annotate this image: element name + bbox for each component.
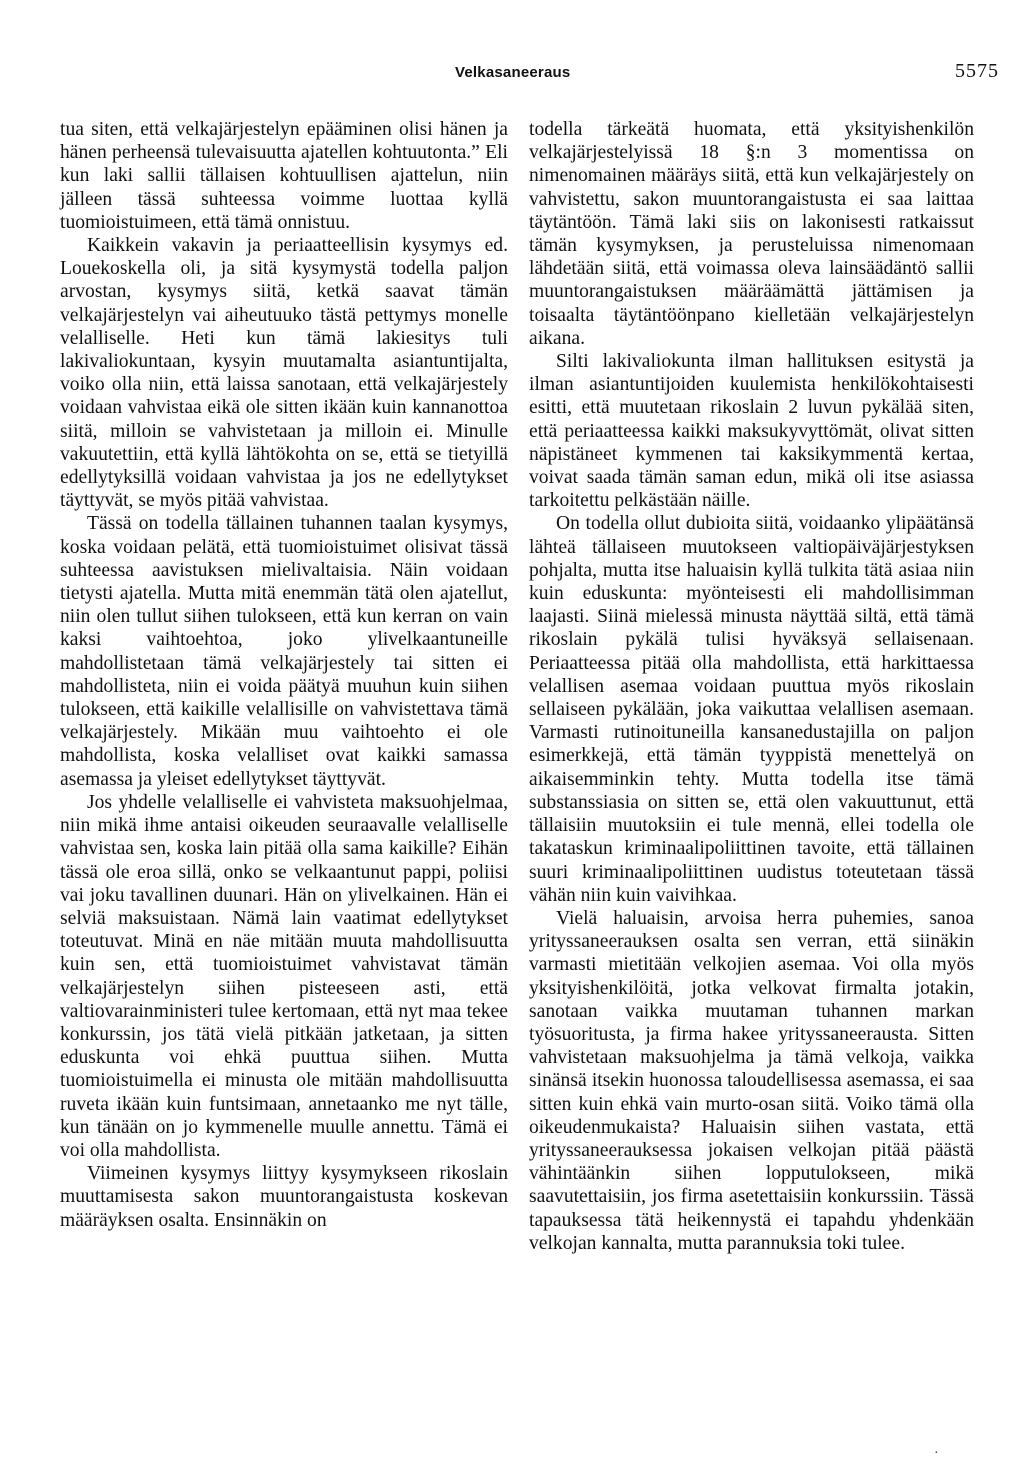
paragraph: Silti lakivaliokunta ilman hallituksen esitystä ja ilman asiantuntijoiden kuulemista henkilökohtaisesti esitti, että muutetaan rikoslain 2 luvun pykälää siten, että periaatteessa kaikki maksukyvyttömät, olivat sitten näpistäneet kymmenen tai kaksikymmentä kertaa, voivat saada tämän saman edun, mikä oli itse asiassa tarkoitettu pelkästään näille. xyxy=(529,351,974,512)
paragraph: Tässä on todella tällainen tuhannen taalan kysymys, koska voidaan pelätä, että tuomioistuimet olisivat tässä suhteessa aavistuksen mielivaltaisia. Näin voidaan tietysti ajatella. Mutta mitä enemmän tätä olen ajatellut, niin olen tullut siihen tulokseen, että kun kerran on vain kaksi vaihtoehtoa, joko ylivelkaantuneille mahdollistetaan tämä velkajärjestely tai sitten ei mahdollisteta, niin ei voida päätyä muuhun kuin siihen tulokseen, että kaikille velallisille on vahvistettava tämä velkajärjestely. Mikään muu vaihtoehto ei ole mahdollista, koska velalliset ovat kaikki samassa asemassa ja yleiset edellytykset täyttyvät. xyxy=(60,513,508,790)
paragraph: Viimeinen kysymys liittyy kysymykseen rikoslain muuttamisesta sakon muuntorangaistusta koskevan määräyksen osalta. Ensinnäkin on xyxy=(60,1163,508,1231)
right-column xyxy=(529,118,974,1255)
paragraph: tua siten, että velkajärjestelyn epääminen olisi hänen ja hänen perheensä tulevaisuutta ajatellen kohtuutonta.” Eli kun laki sallii tällaisen kohtuullisen ajattelun, niin jälleen tässä suhteessa voimme luottaa kyllä tuomioistuimeen, että tämä onnistuu. xyxy=(60,119,508,233)
page-number: 5575 xyxy=(955,60,999,82)
paragraph: Vielä haluaisin, arvoisa herra puhemies, sanoa yrityssaneerauksen osalta sen verran, että siinäkin varmasti mietitään velkojien asemaa. Voi olla myös yksityishenkilöitä, jotka velkovat firmalta jotakin, sanotaan vaikka muutaman tuhannen markan työsuoritusta, ja firma hakee yrityssaneerausta. Sitten vahvistetaan maksuohjelma ja tämä velkoja, vaikka sinänsä itsekin huonossa taloudellisessa asemassa, ei saa sitten kuin ehkä vain murto-osan siitä. Voiko tämä olla oikeudenmukaista? Haluaisin siihen vastata, että yrityssaneerauksessa jokaisen velkojan pitää päästä vähintäänkin siihen lopputulokseen, mikä saavutettaisiin, jos firma asetettaisiin konkurssiin. Tässä tapauksessa tätä heikennystä ei tapahdu yhdenkään velkojan kannalta, mutta parannuksia toki tulee. xyxy=(529,907,974,1254)
page-header-title: Velkasaneeraus xyxy=(455,64,571,81)
scan-mark: · xyxy=(934,1446,939,1461)
left-column xyxy=(60,118,508,1232)
paragraph: Kaikkein vakavin ja periaatteellisin kysymys ed. Louekoskella oli, ja sitä kysymystä todella paljon arvostan, kysymys siitä, ketkä saavat tämän velkajärjestelyn vai aiheutuuko tästä pettymys monelle velalliselle. Heti kun tämä lakiesitys tuli lakivaliokuntaan, kysyin muutamalta asiantuntijalta, voiko olla niin, että laissa sanotaan, että velkajärjestely voidaan vahvistaa eikä ole sitten ikään kuin kannanottoa siitä, milloin se vahvistetaan ja milloin ei. Minulle vakuutettiin, että kyllä lähtökohta on se, että se tietyillä edellytyksillä voidaan vahvistaa ja jos ne edellytykset täyttyvät, se myös pitää vahvistaa. xyxy=(60,235,508,512)
paragraph: Jos yhdelle velalliselle ei vahvisteta maksuohjelmaa, niin mikä ihme antaisi oikeuden seuraavalle velalliselle vahvistaa sen, koska lain pitää olla sama kaikille? Eihän tässä ole eroa sillä, onko se velkaantunut pappi, poliisi vai joku tavallinen duunari. Hän on ylivelkainen. Hän ei selviä maksuistaan. Nämä lain vaatimat edellytykset toteutuvat. Minä en näe mitään muuta mahdollisuutta kuin sen, että tuomioistuimet vahvistavat tämän velkajärjestelyn siihen pisteeseen asti, että valtiovarainministeri tulee kertomaan, että nyt maa tekee konkurssin, jos tätä vielä pitkään jatketaan, ja sitten eduskunta voi ehkä puuttua siihen. Mutta tuomioistuimella ei minusta ole mitään mahdollisuutta ruveta ikään kuin funtsimaan, annetaanko me nyt tälle, kun tänään on jo kymmenelle muulle annettu. Tämä ei voi olla mahdollista. xyxy=(60,791,508,1161)
paragraph: todella tärkeätä huomata, että yksityishenkilön velkajärjestelyissä 18 §:n 3 momentissa on nimenomainen määräys siitä, että kun velkajärjestely on vahvistettu, sakon muuntorangaistusta ei saa laittaa täytäntöön. Tämä laki siis on lakonisesti ratkaissut tämän kysymyksen, ja perusteluissa nimenomaan lähdetään siitä, että voimassa oleva lainsäädäntö sallii muuntorangaistuksen määräämättä jättämisen ja toisaalta täytäntöönpano kielletään velkajärjestelyn aikana. xyxy=(529,119,974,349)
paragraph: On todella ollut dubioita siitä, voidaanko ylipäätänsä lähteä tällaiseen muutokseen valtiopäiväjärjestyksen pohjalta, mutta itse haluaisin kyllä tulkita tätä asiaa niin kuin eduskunta: myönteisesti eli mahdollisimman laajasti. Siinä mielessä minusta näyttää siltä, että tämä rikoslain pykälä tulisi hyväksyä sellaisenaan. Periaatteessa pitää olla mahdollista, että harkittaessa velallisen asemaa voidaan puuttua myös rikoslain sellaiseen pykälään, joka vaikuttaa velallisen asemaan. Varmasti rutinoituneilla kansanedustajilla on paljon esimerkkejä, että tämän tyyppistä menettelyä on aikaisemminkin tehty. Mutta todella itse tämä substanssiasia on sitten se, että olen vakuuttunut, että tällaisiin muutoksiin ei tule mennä, ellei todella ole takataskun kriminaalipoliittinen tavoite, että tällainen suuri kriminaalipoliittinen uudistus toteutetaan tässä vähän niin kuin vaivihkaa. xyxy=(529,513,974,906)
